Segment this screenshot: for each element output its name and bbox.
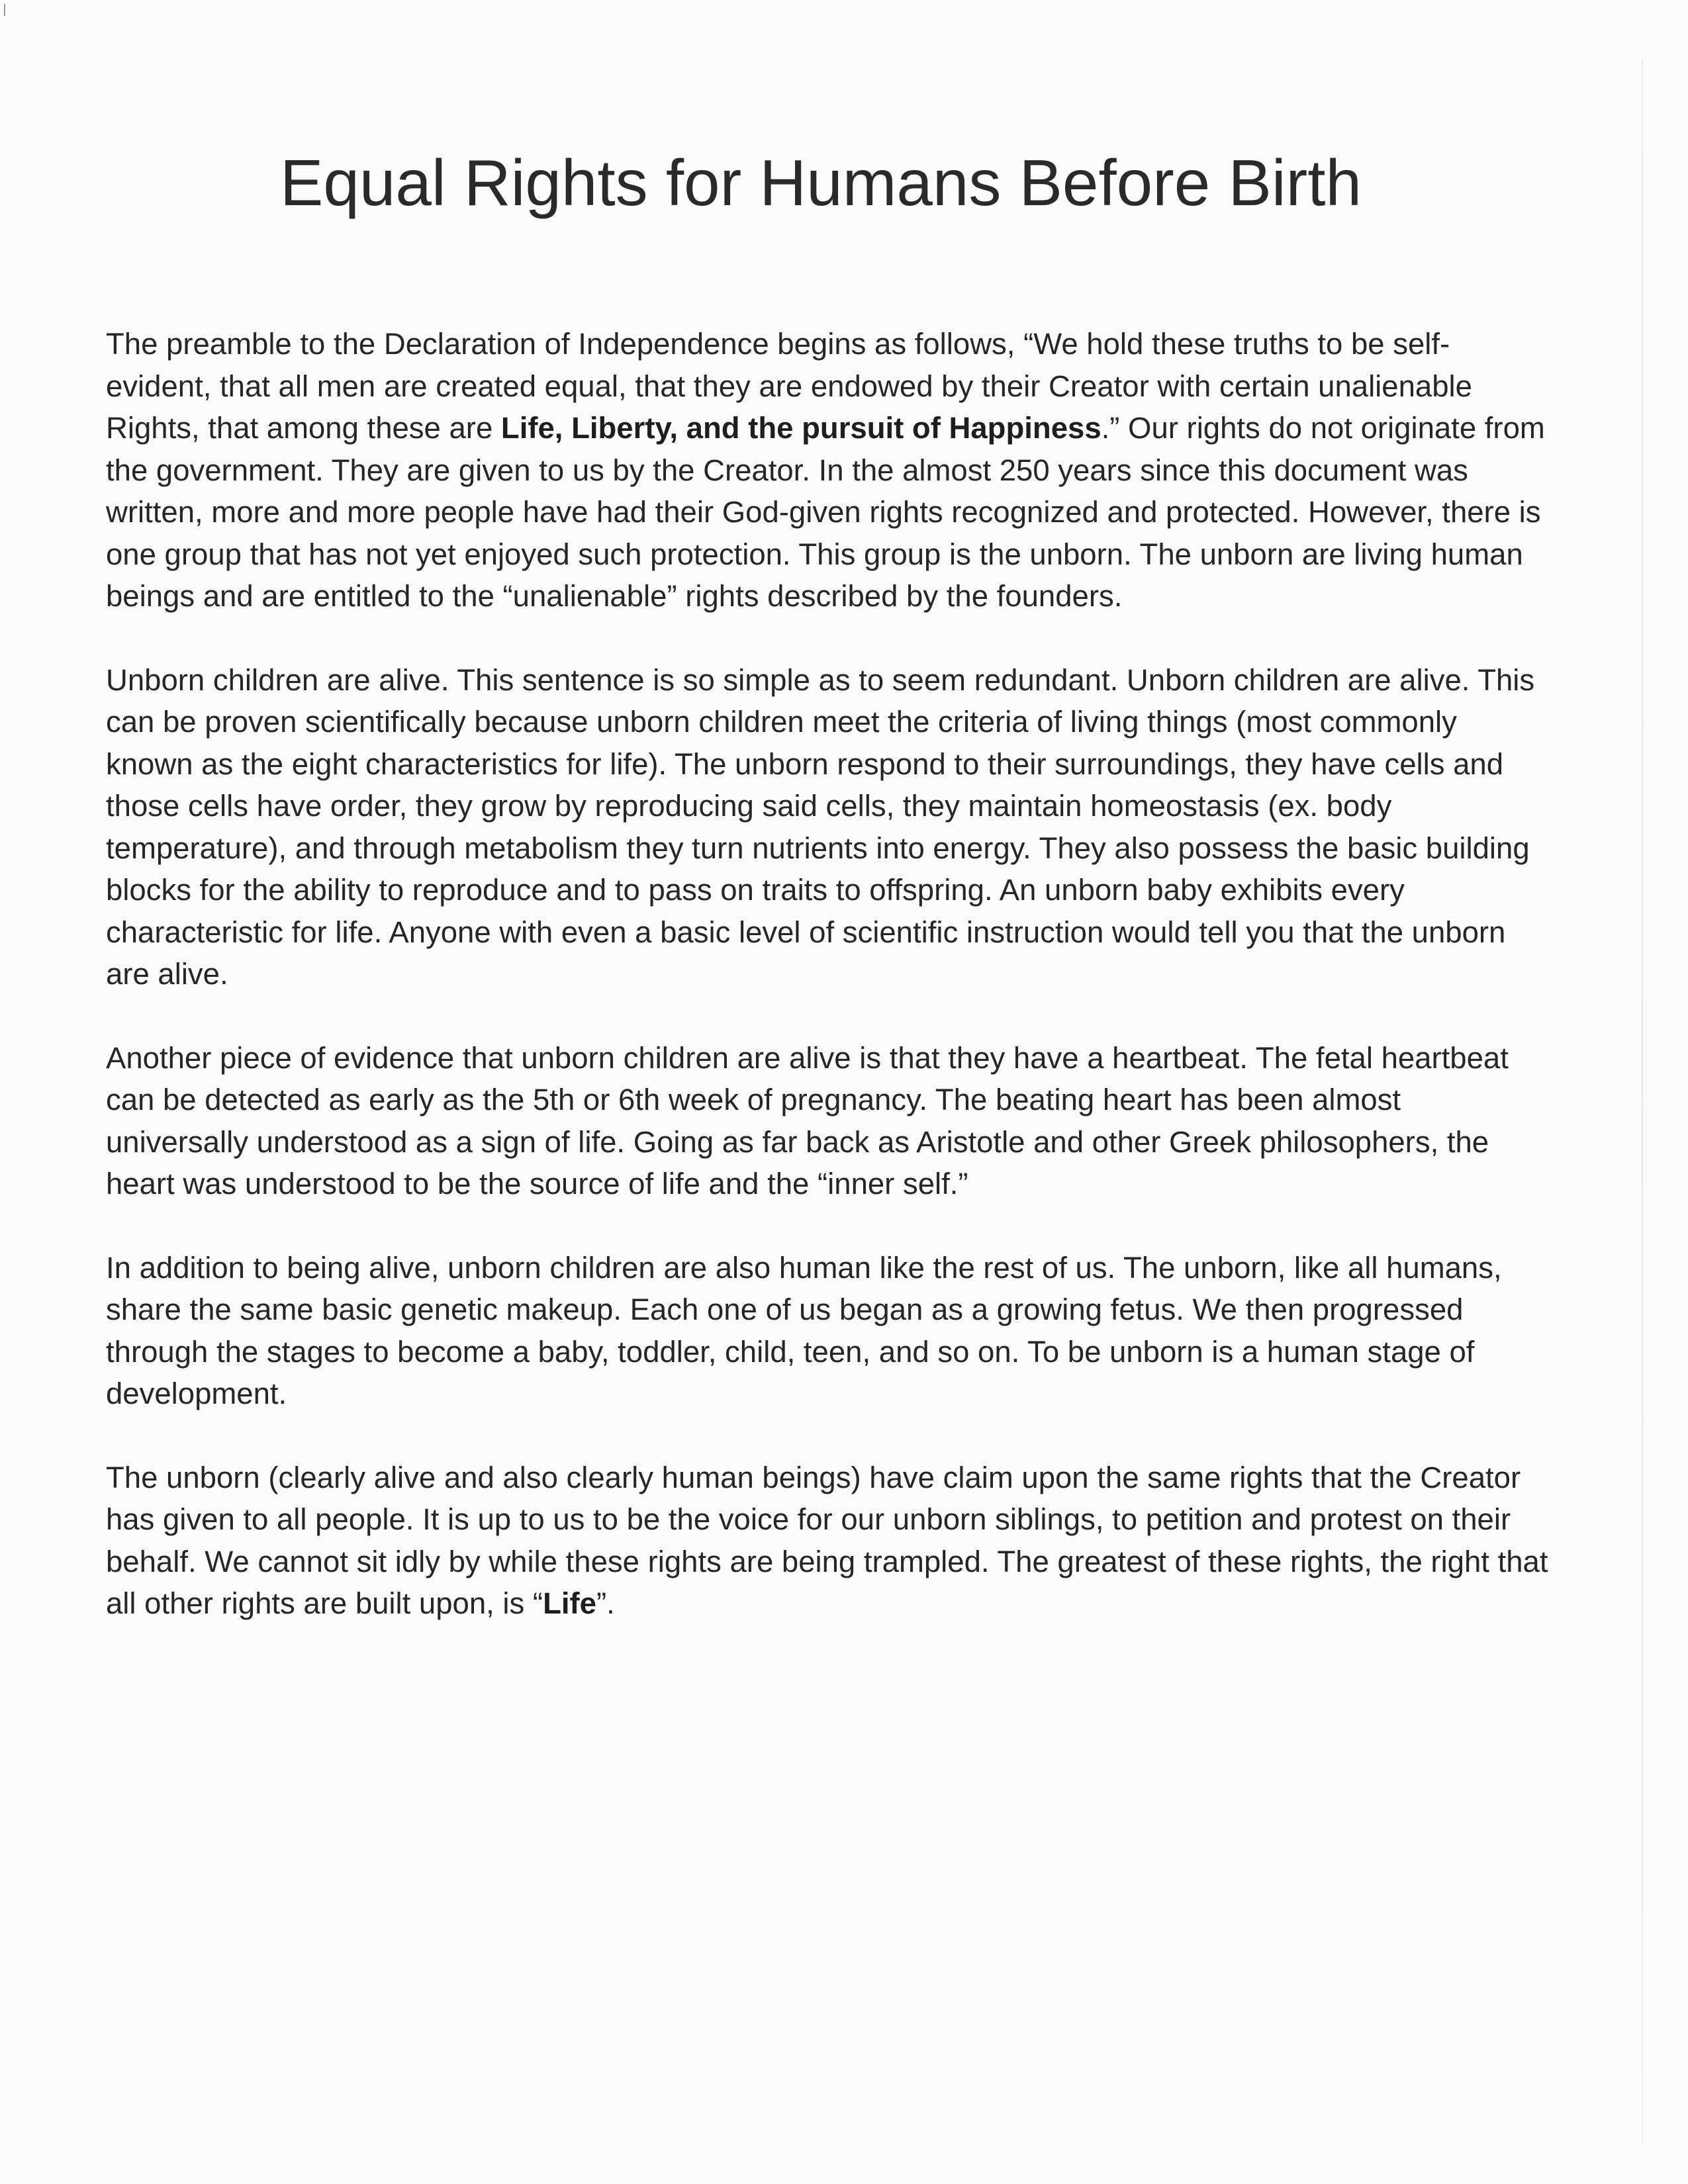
paragraph-text: ”. [596, 1586, 615, 1620]
paragraph-text: The preamble to the Declaration of Independence begins as follows, “We hold these truths to be self-evident, that all men are created equal, that they are endowed by their Creator with certain unalienable Rights, that among these are [106, 327, 1472, 445]
paragraph-text: The unborn (clearly alive and also clearly human beings) have claim upon the same rights that the Creator has given to all people. It is up to us to be the voice for our unborn siblings, to petition and protest on their behalf. We cannot sit idly by while these rights are being trampled. The greatest of these rights, the right that all other rights are built upon, is “ [106, 1460, 1548, 1620]
page-edge-shadow [1642, 60, 1643, 2144]
bold-phrase: Life, Liberty, and the pursuit of Happiness [500, 411, 1102, 445]
paragraph-human: In addition to being alive, unborn children are also human like the rest of us. The unborn, like all humans, share the same basic genetic makeup. Each one of us began as a growing fetus. We then progressed through the stages to become a baby, toddler, child, teen, and so on. To be unborn is a human stage of development. [106, 1250, 1502, 1410]
paragraph-alive: Unborn children are alive. This sentence is so simple as to seem redundant. Unborn children are alive. This can be proven scientifically because unborn children meet the criteria of living things (most commonly known as the eight characteristics for life). The unborn respond to their surroundings, they have cells and those cells have order, they grow by reproducing said cells, they maintain homeostasis (ex. body temperature), and through metabolism they turn nutrients into energy. They also possess the basic building blocks for the ability to reproduce and to pass on traits to offspring. An unborn baby exhibits every characteristic for life. Anyone with even a basic level of scientific instruction would tell you that the unborn are alive. [106, 662, 1535, 991]
document-body [106, 323, 1549, 1666]
paragraph-text: .” Our rights do not originate from the government. They are given to us by the Creator. In the almost 250 years since this document was written, more and more people have had their God-given rights recognized and protected. However, there is one group that has not yet enjoyed such protection. This group is the unborn. The unborn are living human beings and are entitled to the “unalienable” rights described by the founders. [106, 411, 1545, 613]
paragraph-preamble [106, 323, 1549, 617]
paragraph-conclusion [106, 1457, 1549, 1625]
scan-mark [4, 4, 5, 16]
document-title: Equal Rights for Humans Before Birth [279, 146, 1362, 219]
bold-word: Life [543, 1586, 596, 1620]
paragraph-heartbeat: Another piece of evidence that unborn children are alive is that they have a heartbeat. The fetal heartbeat can be detected as early as the 5th or 6th week of pregnancy. The beating heart has been almost universally understood as a sign of life. Going as far back as Aristotle and other Greek philosophers, the heart was understood to be the source of life and the “inner self.” [106, 1040, 1509, 1201]
